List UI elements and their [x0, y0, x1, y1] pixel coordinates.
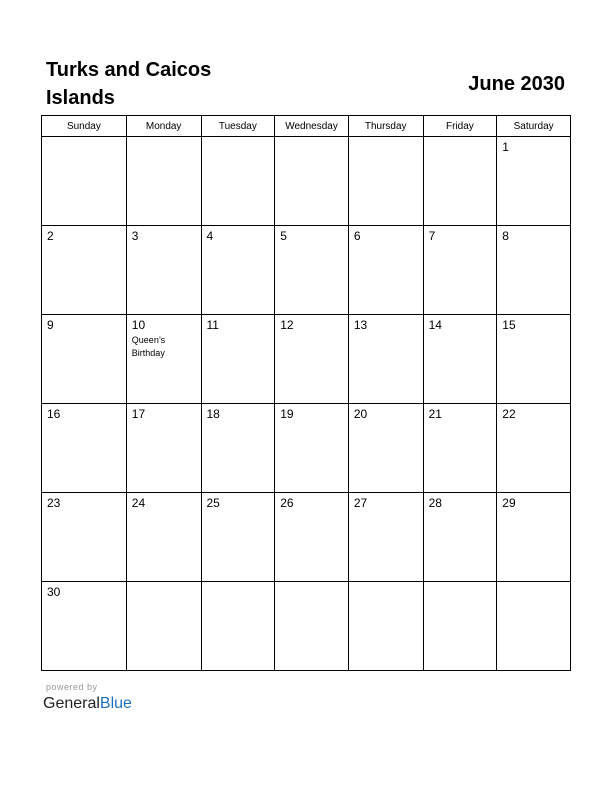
- day-number: 4: [206, 229, 214, 243]
- day-cell: [423, 315, 497, 404]
- day-cell: [423, 582, 497, 671]
- week-row: [42, 404, 571, 493]
- weekday-sunday: Sunday: [42, 116, 127, 137]
- day-number: 18: [206, 407, 220, 421]
- day-cell: [348, 493, 423, 582]
- day-number: 16: [47, 407, 61, 421]
- day-cell: [423, 404, 497, 493]
- day-cell: [201, 582, 275, 671]
- day-cell: [423, 493, 497, 582]
- day-cell: [126, 582, 201, 671]
- day-number: 23: [47, 496, 61, 510]
- day-cell: [348, 226, 423, 315]
- day-cell: [497, 315, 571, 404]
- day-number: 17: [131, 407, 146, 421]
- day-cell: [201, 315, 275, 404]
- day-number: [349, 137, 423, 140]
- week-row: [42, 226, 571, 315]
- day-number: [424, 137, 497, 140]
- day-number: 3: [131, 229, 139, 243]
- day-number: [497, 582, 570, 585]
- day-cell: [423, 137, 497, 226]
- weekday-thursday: Thursday: [348, 116, 423, 137]
- day-number: 6: [353, 229, 361, 243]
- brand-blue: Blue: [99, 695, 132, 712]
- day-number: 9: [47, 318, 54, 332]
- day-cell: [201, 404, 275, 493]
- day-number: 5: [280, 229, 287, 243]
- day-cell: [423, 226, 497, 315]
- day-number: [349, 582, 423, 585]
- day-cell: [201, 493, 275, 582]
- weekday-header-row: [42, 116, 571, 137]
- powered-by-label: powered by: [46, 682, 98, 692]
- day-cell: [126, 404, 201, 493]
- day-cell: [275, 404, 349, 493]
- day-number: [202, 582, 275, 585]
- day-number: [202, 137, 275, 140]
- day-number: 13: [353, 318, 368, 332]
- day-number: 29: [502, 496, 516, 510]
- weekday-tuesday: Tuesday: [201, 116, 275, 137]
- holiday-label: Queen’s Birthday: [131, 335, 166, 358]
- country-title: Turks and Caicos Islands: [46, 59, 212, 109]
- day-cell: [126, 493, 201, 582]
- day-cell: [497, 404, 571, 493]
- day-cell: [42, 137, 127, 226]
- day-cell: [275, 582, 349, 671]
- day-number: 15: [502, 318, 516, 332]
- day-cell: [201, 226, 275, 315]
- day-number: [275, 137, 348, 140]
- day-number: 22: [502, 407, 516, 421]
- day-number: 24: [131, 496, 146, 510]
- brand-logo[interactable]: [43, 694, 132, 714]
- week-row: [42, 315, 571, 404]
- day-cell: [42, 315, 127, 404]
- day-number: [42, 137, 126, 140]
- day-cell: [348, 582, 423, 671]
- day-cell: [201, 137, 275, 226]
- day-number: 7: [428, 229, 436, 243]
- day-cell: [275, 315, 349, 404]
- day-number: 27: [353, 496, 368, 510]
- day-cell: [42, 582, 127, 671]
- day-number: 10: [131, 318, 146, 332]
- day-number: 25: [206, 496, 220, 510]
- day-number: [424, 582, 497, 585]
- month-title: June 2030: [468, 73, 565, 95]
- week-row: [42, 493, 571, 582]
- day-cell: [42, 404, 127, 493]
- day-number: 14: [428, 318, 442, 332]
- calendar-grid: [41, 115, 571, 671]
- day-cell: [42, 493, 127, 582]
- day-cell: [126, 226, 201, 315]
- day-number: 2: [47, 229, 54, 243]
- day-cell: [275, 137, 349, 226]
- day-cell: [126, 137, 201, 226]
- day-cell: [348, 404, 423, 493]
- day-number: 1: [502, 140, 509, 154]
- day-number: 8: [502, 229, 509, 243]
- weekday-saturday: Saturday: [497, 116, 571, 137]
- day-number: [127, 582, 201, 585]
- day-number: 19: [280, 407, 294, 421]
- brand-general: General: [43, 695, 100, 712]
- day-number: 30: [47, 585, 61, 599]
- day-cell: [126, 315, 201, 404]
- day-number: 12: [280, 318, 294, 332]
- week-row: [42, 582, 571, 671]
- day-cell: [497, 137, 571, 226]
- week-row: [42, 137, 571, 226]
- day-cell: [275, 226, 349, 315]
- day-number: 26: [280, 496, 294, 510]
- day-number: 21: [428, 407, 442, 421]
- day-cell: [348, 137, 423, 226]
- day-cell: [348, 315, 423, 404]
- weekday-monday: Monday: [126, 116, 201, 137]
- day-cell: [497, 226, 571, 315]
- day-number: 11: [206, 318, 219, 332]
- day-number: 20: [353, 407, 368, 421]
- day-cell: [497, 582, 571, 671]
- day-cell: [497, 493, 571, 582]
- day-number: 28: [428, 496, 442, 510]
- day-cell: [275, 493, 349, 582]
- day-number: [127, 137, 201, 140]
- weekday-friday: Friday: [423, 116, 497, 137]
- day-cell: [42, 226, 127, 315]
- weekday-wednesday: Wednesday: [275, 116, 349, 137]
- day-number: [275, 582, 348, 585]
